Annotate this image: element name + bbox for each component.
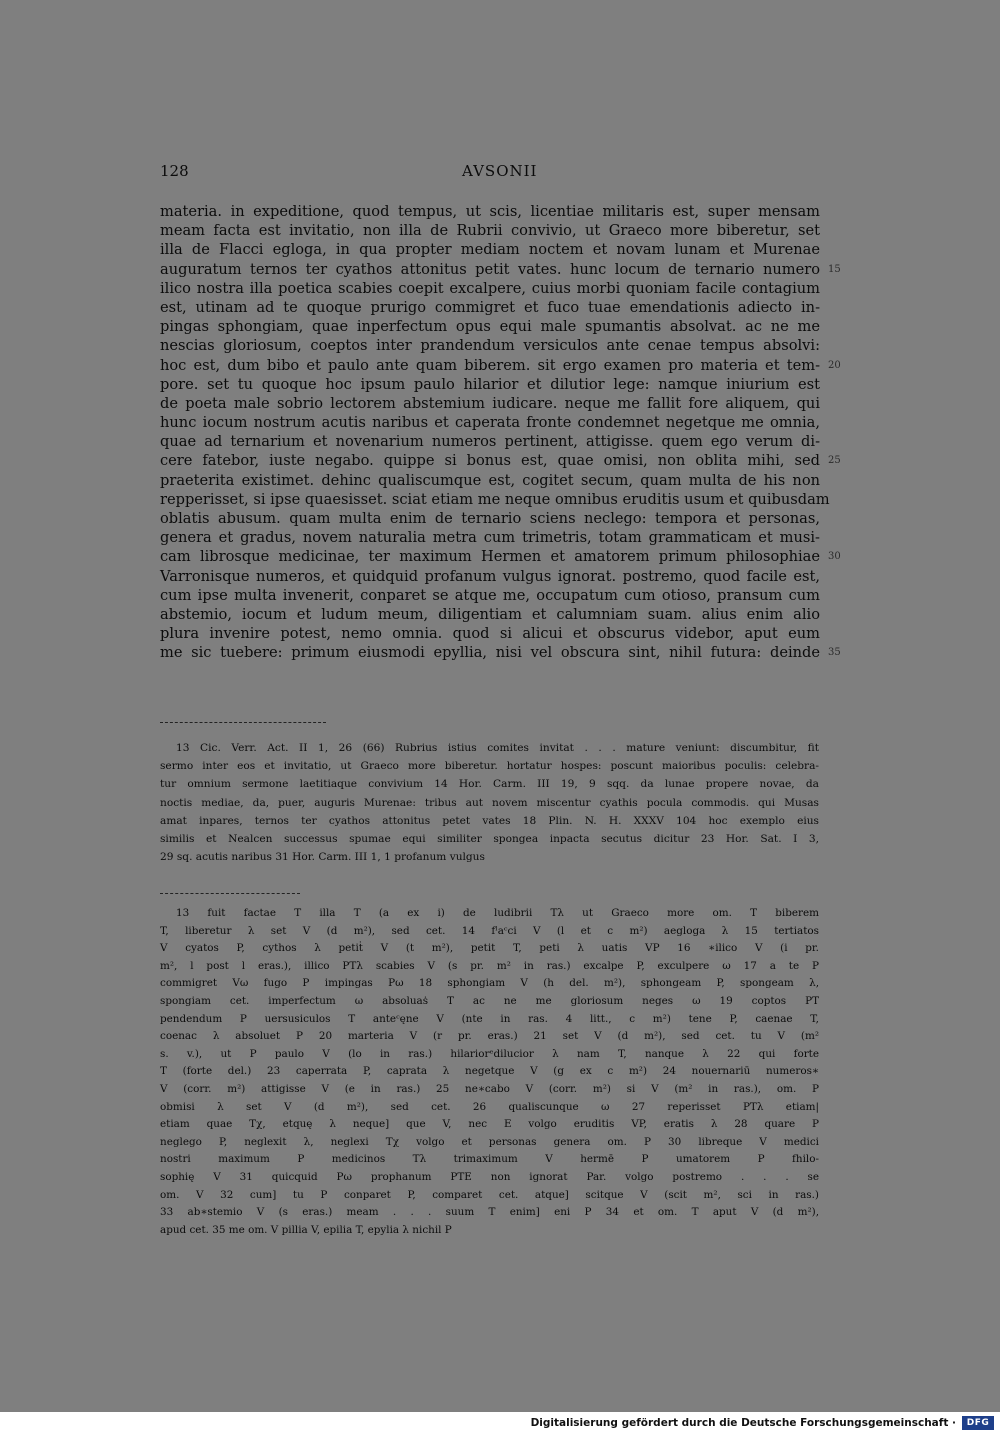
text-line [160, 586, 820, 605]
apparatus-line: V (corr. m²) attigisse V (e in ras.) 25 ne∗cabo V (corr. m²) si V (m² in ras.), om. P [160, 1082, 819, 1095]
text-line [160, 490, 830, 509]
line-text: cum ipse multa invenerit, conparet se atque me, occupatum cum otioso, pransum cum [160, 586, 820, 604]
text-line [160, 643, 841, 662]
text-line [160, 509, 820, 528]
apparatus-line: om. V 32 cum] tu P conparet P, comparet cet. atque] scitque V (scit m², sci in ras.) [160, 1188, 819, 1201]
line-text: cere fatebor, iuste negabo. quippe si bonus est, quae omisi, non oblita mihi, sed [160, 452, 820, 470]
line-text: plura invenire potest, nemo omnia. quod si alicui et obscurus videbor, aput eum [160, 625, 820, 643]
text-line [160, 317, 820, 336]
text-line [160, 240, 820, 259]
text-line [160, 298, 820, 317]
footer-text: Digitalisierung gefördert durch die Deutsche Forschungsgemeinschaft · [530, 1417, 956, 1429]
apparatus-line: pendendum P uersusiculos T anteᶜęne V (nte in ras. 4 litt., c m²) tene P, caenae T, [160, 1012, 819, 1025]
line-text: quae ad ternarium et novenarium numeros pertinent, attigisse. quem ego verum di- [160, 433, 820, 451]
apparatus-line: coenac λ absoluet P 20 marteria V (r pr. eras.) 21 set V (d m²), sed cet. tu V (m² [160, 1030, 819, 1043]
note-line: tur omnium sermone laetitiaque convivium 14 Hor. Carm. III 19, 9 sqq. da lunae propere novae, da [160, 778, 819, 791]
line-text: meam facta est invitatio, non illa de Rubrii convivio, ut Graeco more biberetur, set [160, 222, 820, 240]
text-line [160, 279, 820, 298]
line-text: Varronisque numeros, et quidquid profanum vulgus ignorat. postremo, quod facile est, [160, 567, 820, 585]
apparatus-line: commigret Vω fugo P impingas Pω 18 sphongiam V (h del. m²), sphongeam P, spongeam λ, [160, 977, 819, 990]
apparatus-line: sophię V 31 quicquid Pω prophanum PTE non ignorat Par. volgo postremo . . . se [160, 1170, 819, 1183]
line-text: ilico nostra illa poetica scabies coepit excalpere, cuius morbi quoniam facile contagium [160, 279, 820, 297]
note-line: 29 sq. acutis naribus 31 Hor. Carm. III 1, 1 profanum vulgus [160, 851, 485, 864]
separator-rule [160, 893, 300, 894]
critical-apparatus [160, 905, 819, 1239]
apparatus-line: V cyatos P, cythos λ petiṫ V (t m²), petit T, peti λ uatis VP 16 ∗ilico V (i pr. [160, 942, 819, 955]
apparatus-line: m², l post l eras.), illico PTλ scabies V (s pr. m² in ras.) excalpe P, exculpere ω 17 a te P [160, 959, 819, 972]
line-text: oblatis abusum. quam multa enim de ternario sciens neclego: tempora et personas, [160, 510, 820, 527]
page-number: 128 [160, 162, 189, 180]
line-number: 20 [828, 359, 841, 371]
text-line [160, 394, 820, 413]
line-text: est, utinam ad te quoque prurigo commigret et fuco tuae emendationis adiecto in- [160, 298, 820, 316]
note-line: noctis mediae, da, puer, auguris Murenae: tribus aut novem miscentur cyathis pocula commodis. qui Musas [160, 796, 819, 809]
source-notes [160, 739, 819, 866]
apparatus-line: spongiam cet. imperfectum ω absoluaṡ T ac ne me gloriosum neges ω 19 coptos PT [160, 994, 819, 1007]
apparatus-line: neglego P, neglexit λ, neglexi Tχ volgo et personas genera om. P 30 libreque V medici [160, 1135, 819, 1148]
text-line [160, 528, 820, 547]
footer-bar [0, 1412, 1000, 1434]
text-line [160, 202, 820, 221]
line-number: 15 [828, 263, 841, 275]
line-text: de poeta male sobrio lectorem abstemium iudicare. neque me fallit fore aliquem, qui [160, 394, 820, 412]
text-line [160, 547, 841, 566]
apparatus-line: T, liberetur λ set V (d m²), sed cet. 14 fˡaᶜci V (l et c m²) aegloga λ 15 tertiatos [160, 924, 819, 937]
line-number: 30 [828, 551, 841, 563]
line-text: hunc iocum nostrum acutis naribus et caperata fronte condemnet negetque me omnia, [160, 414, 820, 432]
text-line [160, 567, 820, 586]
line-text: me sic tuebere: primum eiusmodi epyllia, nisi vel obscura sint, nihil futura: deinde [160, 644, 820, 662]
line-text: materia. in expeditione, quod tempus, ut scis, licentiae militaris est, super mensam [160, 203, 820, 220]
line-text: pingas sphongiam, quae inperfectum opus equi male spumantis absolvat. ac ne me [160, 318, 820, 336]
main-text [160, 202, 841, 663]
line-text: repperisset, si ipse quaesisset. sciat etiam me neque omnibus eruditis usum et quibusdam [160, 490, 830, 508]
apparatus-line: etiam quae Tχ, etquę λ neque] que V, nec E volgo eruditis VP, eratis λ 28 quare P [160, 1118, 819, 1131]
apparatus-line: obmisi λ set V (d m²), sed cet. 26 qualiscunque ω 27 reperisset PTλ etiam| [160, 1100, 819, 1113]
apparatus-line: 13 fuit factae T illa T (a ex i) de ludibrii Tλ ut Graeco more om. T biberem [176, 907, 819, 919]
line-text: cam librosque medicinae, ter maximum Hermen et amatorem primum philosophiae [160, 548, 820, 566]
note-line: 13 Cic. Verr. Act. II 1, 26 (66) Rubrius istius comites invitat . . . mature veniunt: discumbitur, fit [176, 742, 819, 754]
text-line [160, 336, 820, 355]
text-line [160, 375, 820, 394]
note-line: sermo inter eos et invitatio, ut Graeco more biberetur. hortatur hospes: poscunt maioribus poculis: celebra- [160, 760, 819, 773]
running-head: AVSONII [462, 162, 538, 180]
line-text: auguratum ternos ter cyathos attonitus petit vates. hunc locum de ternario numero [160, 260, 820, 278]
text-line [160, 432, 820, 451]
line-text: abstemio, iocum et ludum meum, diligentiam et calumniam suam. alius enim alio [160, 605, 820, 623]
line-text: genera et gradus, novem naturalia metra cum trimetris, totam grammaticam et musi- [160, 529, 820, 547]
apparatus-line: 33 ab∗stemio V (s eras.) meam . . . suum T enim] eni P 34 et om. T aput V (d m²), [160, 1206, 819, 1219]
note-line: similis et Nealcen successus spumae equi similiter spongea inpacta secutus dicitur 23 Hor. Sat. I 3, [160, 832, 819, 845]
apparatus-line: nostri maximum P medicinos Tλ trimaximum V hermē P umatorem P fhilo- [160, 1153, 819, 1166]
text-line [160, 605, 820, 624]
apparatus-line: apud cet. 35 me om. V pillia V, epilia T, epylia λ nichil P [160, 1223, 452, 1236]
text-line [160, 413, 820, 432]
line-number: 25 [828, 455, 841, 467]
text-line [160, 471, 820, 490]
text-line [160, 451, 841, 470]
line-text: pore. set tu quoque hoc ipsum paulo hilarior et dilutior lege: namque iniurium est [160, 375, 820, 393]
text-line [160, 221, 820, 240]
note-line: amat inpares, ternos ter cyathos attonitus petet vates 18 Plin. N. H. XXXV 104 hoc exemplo eius [160, 814, 819, 827]
line-text: praeterita existimet. dehinc qualiscumque est, cogitet secum, quam multa de his non [160, 471, 820, 489]
apparatus-line: s. v.), ut P paulo V (lo in ras.) hilariorᵉdilucior λ nam T, nanque λ 22 qui forte [160, 1047, 819, 1060]
line-text: hoc est, dum bibo et paulo ante quam biberem. sit ergo examen pro materia et tem- [160, 356, 820, 374]
text-line [160, 356, 841, 375]
text-line [160, 624, 820, 643]
dfg-logo-icon: DFG [962, 1416, 994, 1430]
line-text: nescias gloriosum, coeptos inter prandendum versiculos ante cenae tempus absolvi: [160, 337, 820, 355]
apparatus-line: T (forte del.) 23 caperrata P, caprata λ negetque V (g ex c m²) 24 nouernariū numeros∗ [160, 1065, 819, 1078]
line-text: illa de Flacci egloga, in qua propter mediam noctem et novam lunam et Murenae [160, 241, 820, 259]
line-number: 35 [828, 647, 841, 659]
text-line [160, 260, 841, 279]
separator-rule [160, 722, 326, 723]
